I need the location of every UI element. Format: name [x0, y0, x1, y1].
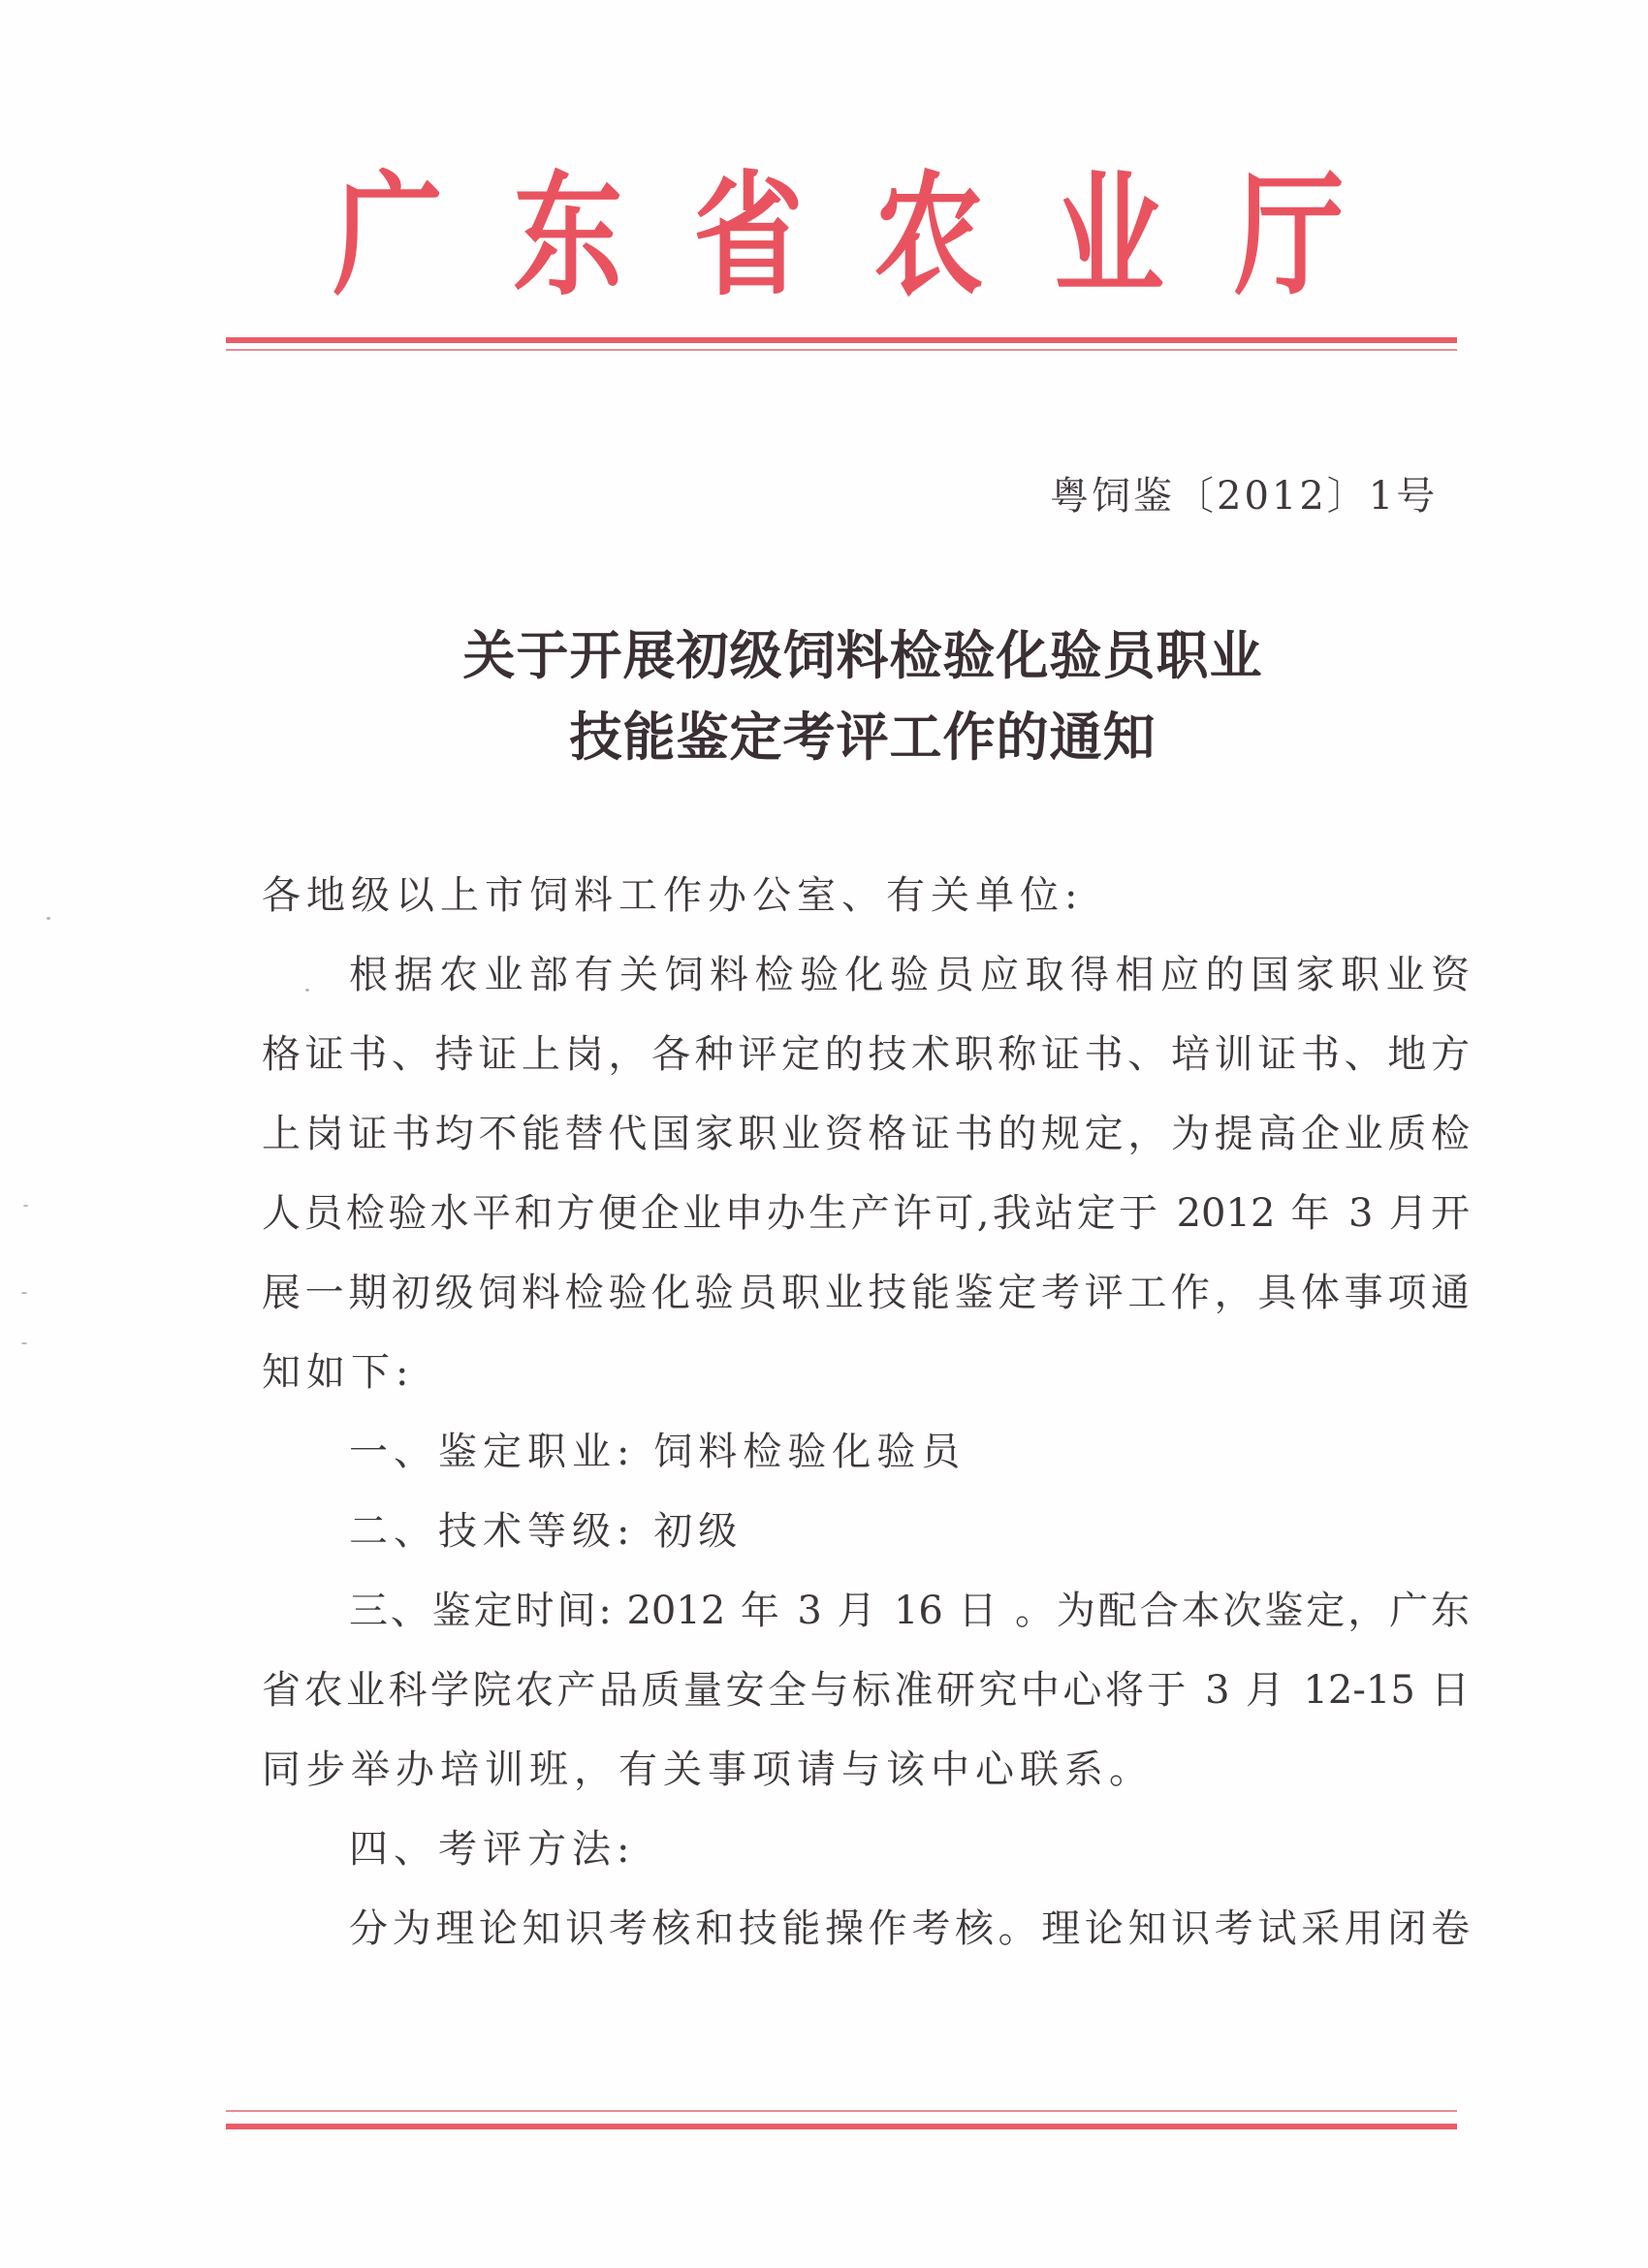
paragraph-line: 展一期初级饲料检验化验员职业技能鉴定考评工作，具体事项通 — [262, 1271, 1470, 1315]
item-time-line: 同步举办培训班，有关事项请与该中心联系。 — [262, 1748, 1154, 1792]
document-title-line-1: 关于开展初级饲料检验化验员职业 — [462, 624, 1263, 686]
letterhead-char: 省 — [693, 156, 804, 314]
scan-speck — [21, 1342, 27, 1344]
paragraph-line: 格证书、持证上岗，各种评定的技术职称证书、培训证书、地方 — [262, 1032, 1470, 1077]
footer-red-rule-thick — [226, 2124, 1457, 2129]
item-occupation: 一、鉴定职业: 饲料检验化验员 — [349, 1430, 967, 1474]
item-time-line: 三、鉴定时间: 2012 年 3 月 16 日 。为配合本次鉴定，广东 — [349, 1589, 1470, 1633]
item-method-text: 分为理论知识考核和技能操作考核。理论知识考试采用闭卷 — [349, 1906, 1470, 1951]
scan-speck — [23, 1205, 28, 1207]
scan-speck — [21, 1292, 27, 1294]
paragraph-line: 人员检验水平和方便企业申办生产许可,我站定于 2012 年 3 月开 — [262, 1191, 1470, 1236]
paragraph-line: 知如下: — [262, 1350, 415, 1395]
letterhead-char: 厅 — [1234, 156, 1345, 314]
item-grade: 二、技术等级: 初级 — [349, 1509, 744, 1554]
scan-speck — [47, 917, 50, 920]
salutation: 各地级以上市饲料工作办公室、有关单位: — [262, 873, 1084, 918]
item-method-heading: 四、考评方法: — [349, 1827, 636, 1872]
paragraph-line: 上岗证书均不能替代国家职业资格证书的规定，为提高企业质检 — [262, 1112, 1470, 1156]
letterhead-title — [320, 156, 1357, 314]
letterhead-char: 农 — [873, 156, 984, 314]
letterhead-char: 东 — [513, 156, 623, 314]
document-number: 粤饲鉴〔2012〕1号 — [1050, 474, 1439, 519]
letterhead-char: 广 — [333, 156, 443, 314]
scan-speck — [305, 989, 309, 992]
footer-red-rule-thin — [226, 2110, 1457, 2112]
header-red-rule-thick — [226, 337, 1457, 343]
document-title-line-2: 技能鉴定考评工作的通知 — [569, 706, 1157, 768]
letterhead-char: 业 — [1054, 156, 1164, 314]
item-time-line: 省农业科学院农产品质量安全与标准研究中心将于 3 月 12-15 日 — [262, 1668, 1470, 1713]
paragraph-line: 根据农业部有关饲料检验化验员应取得相应的国家职业资 — [349, 953, 1470, 997]
header-red-rule-thin — [226, 349, 1457, 351]
